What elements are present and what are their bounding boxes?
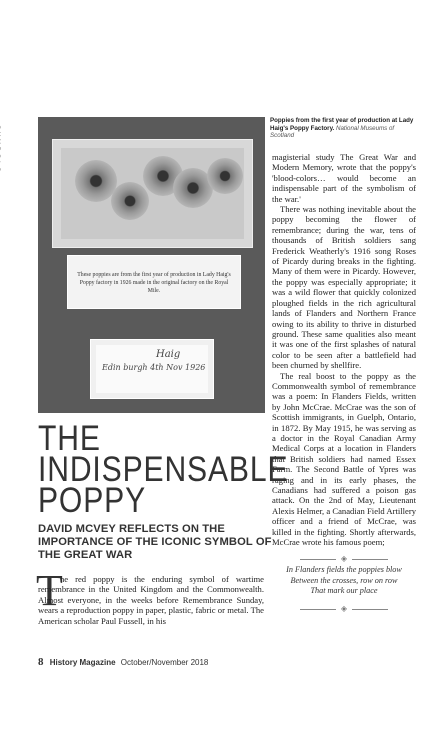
caption-bold: Poppies from the first year of production at Lady Haig's Poppy Factory. <box>270 117 414 132</box>
section-label <box>3 112 13 192</box>
ornament-diamond-icon: ◈ <box>340 604 348 613</box>
poem-line-1: In Flanders fields the poppies blow <box>286 565 402 574</box>
body-paragraph-2: There was nothing inevitable about the poppy becoming the flower of remembrance; during the war, tens of thousands of British soldiers sang Frederick Weatherly's 1916 song Roses of Picardy during breaks in the fighting. Many of them were in Picardy. However, the poppy was especially appropriate; it was a wild flower that quickly colonized ploughed fields in the rich agricultural lands of Flanders and Northern France owing to its ability to thrive in disturbed ground. These same qualities also meant it was one of the first splashes of natural color to be seen after a battlefield had been churned by shellfire. <box>272 204 416 371</box>
signature-card <box>90 339 214 399</box>
ornament-diamond-icon: ◈ <box>340 554 348 563</box>
body-paragraph-1: magisterial study The Great War and Modern Memory, wrote that the poppy's 'blood-colors… would become an indispensable part of the symbolism of the war.' <box>272 152 416 204</box>
intro-paragraph <box>38 574 264 626</box>
body-column-right <box>272 152 416 547</box>
poppy-display-backing <box>61 148 244 239</box>
ornament-bottom <box>300 604 388 614</box>
poppy-flower-2 <box>111 182 149 220</box>
article-title: THE INDISPENSABLE POPPY <box>38 419 289 520</box>
poem-line-3: That mark our place <box>310 586 378 595</box>
display-label-text: These poppies are from the first year of production in Lady Haig's Poppy factory in 1926 made in the original factory on the Royal Mile. <box>77 272 231 294</box>
signature-card-paper <box>96 345 208 393</box>
intro-text: he red poppy is the enduring symbol of wartime remembrance in the United Kingdom and the Commonwealth. Almost everyone, in the weeks before Remembrance Sunday, wears a reproduction poppy in paper, plastic, fabric or metal. The American scholar Paul Fussell, in his <box>38 574 264 626</box>
display-label-card <box>67 255 241 309</box>
poppy-display-mount <box>52 139 253 248</box>
poppy-flower-5 <box>207 158 243 194</box>
page-footer <box>38 656 208 668</box>
page-number: 8 <box>38 656 44 668</box>
signature-right: Haig <box>156 349 181 360</box>
poem-excerpt <box>272 565 416 597</box>
poppy-photo <box>38 117 265 413</box>
issue-date: October/November 2018 <box>120 658 209 667</box>
article-deck: DAVID MCVEY REFLECTS ON THE IMPORTANCE OF THE ICONIC SYMBOL OF THE GREAT WAR <box>38 523 272 561</box>
photo-caption <box>270 117 415 140</box>
signature-left: Edin burgh 4th Nov 1926 <box>102 363 206 372</box>
section-label-text <box>0 125 1 174</box>
poem-line-2: Between the crosses, row on row <box>290 575 398 585</box>
ornament-top <box>300 554 388 564</box>
magazine-name: History Magazine <box>49 658 116 667</box>
drop-cap: T <box>36 566 63 615</box>
caption-credit: National Museums of Scotland <box>270 124 395 140</box>
body-paragraph-3: The real boost to the poppy as the Commonwealth symbol of remembrance was a poem: In Flanders Fields, written by John McCrae. McCrae was the son of Scottish immigrants, in Guelph, Ontario, in 1872. By May 1915, he was serving as a doctor in the Royal Canadian Army Medical Corps at a location in Flanders that British soldiers had named Essex Farm. The Second Battle of Ypres was raging and in its early phases, the Canadians had suffered a poison gas attack. On the 2nd of May, Lieutenant Alexis Helmer, a Canadian Field Artillery officer and a friend of McCrae, was killed in the fighting. Shortly afterwards, McCrae wrote his famous poem; <box>272 370 416 548</box>
